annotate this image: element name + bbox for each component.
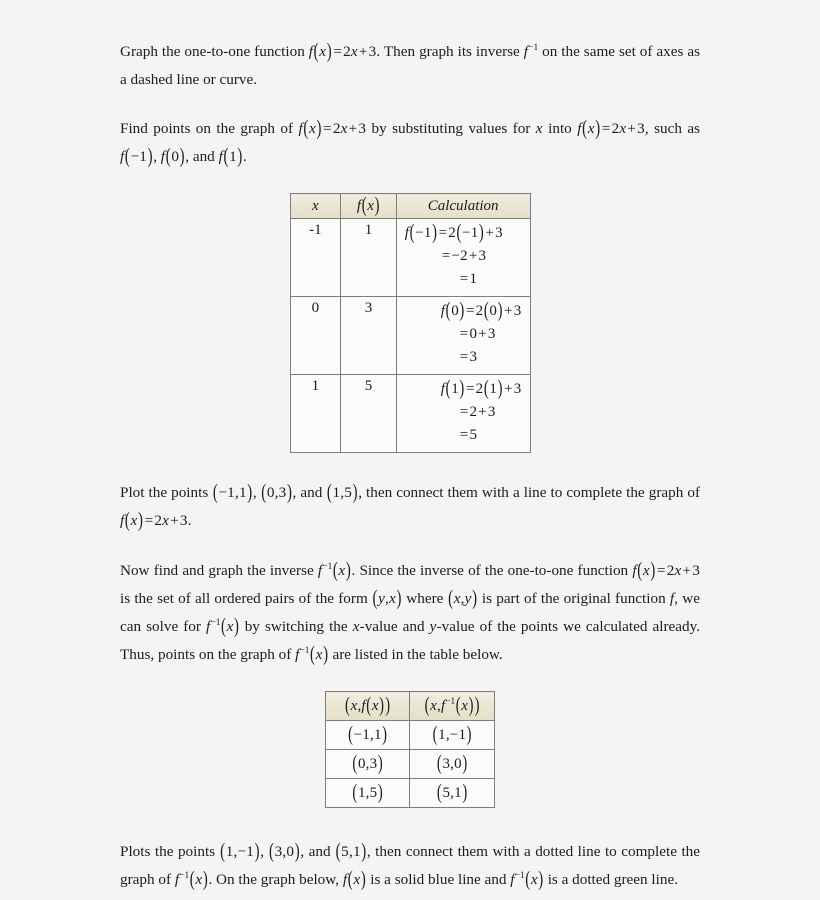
find-text-d: , such as xyxy=(644,120,700,137)
math-f-of-1: f(1) xyxy=(218,144,243,169)
math-f-inverse-of-x-3: $f^{-1}(x)$ xyxy=(295,642,329,667)
plot-text-c: , and xyxy=(292,484,327,501)
math-f-of-neg-1: f(−1) xyxy=(120,144,153,169)
math-point-neg1-1: (−1,1) xyxy=(212,480,253,505)
math-pair-y-x: (y,x) xyxy=(372,586,402,611)
intro-paragraph xyxy=(120,38,700,93)
cell-calculation xyxy=(396,297,530,375)
calculation-table-header-row xyxy=(290,194,530,219)
closing-text-f: is a solid blue line and xyxy=(366,871,511,888)
pair-value: (3,0) xyxy=(436,751,468,775)
pair-value: (−1,1) xyxy=(348,722,388,746)
math-var-x-2: x xyxy=(352,618,360,635)
find-text-e: , xyxy=(153,148,161,165)
cell-pair-right xyxy=(410,779,495,808)
calc-line: =1 xyxy=(459,271,478,287)
cell-pair-right xyxy=(410,750,495,779)
math-var-y: y xyxy=(429,618,437,635)
intro-text-b: . Then graph its inverse xyxy=(376,43,524,60)
math-point-3-0: (3,0) xyxy=(269,839,300,864)
inverse-text-b: . Since the inverse of the one-to-one function xyxy=(351,562,633,579)
cell-pair-left xyxy=(326,750,410,779)
pairs-table-wrapper xyxy=(120,691,700,808)
calc-line: =0+3 xyxy=(459,326,496,342)
math-var-x-1: x xyxy=(535,120,543,137)
math-var-f: f xyxy=(669,590,675,607)
math-point-0-3: (0,3) xyxy=(261,480,293,505)
inverse-text-i: -value of the points we calculated already. Thus, points on the graph of xyxy=(120,618,700,663)
header-x-label: x xyxy=(311,197,319,214)
closing-text-a: Plots the points xyxy=(120,843,220,860)
header-calculation-label: Calculation xyxy=(427,197,499,214)
closing-text-g: is a dotted green line. xyxy=(543,871,679,888)
plot-text-d: , then connect them with a line to complete the graph of xyxy=(358,484,700,501)
cell-fx: 1 xyxy=(341,219,396,297)
find-text-g: . xyxy=(243,148,247,165)
calc-line: =2+3 xyxy=(459,404,496,420)
inverse-text-c: is the set of all ordered pairs of the form xyxy=(120,590,372,607)
table-row xyxy=(290,297,530,375)
cell-pair-left xyxy=(326,721,410,750)
find-text-b: by substituting values for xyxy=(366,120,536,137)
math-f-of-x-def-5: f(x)=2x+3 xyxy=(632,558,700,583)
calculation-table-wrapper xyxy=(120,193,700,453)
math-f-inverse-of-x-4: $f^{-1}(x)$ xyxy=(174,867,208,892)
math-pair-x-y: (x,y) xyxy=(448,586,478,611)
inverse-text-h: -value and xyxy=(359,618,430,635)
cell-pair-left xyxy=(326,779,410,808)
math-point-1-5: (1,5) xyxy=(326,480,358,505)
math-point-1-neg1: (1,−1) xyxy=(220,839,260,864)
cell-calculation xyxy=(396,219,530,297)
closing-text-d: , then connect them with a dotted line to complete the graph of xyxy=(120,843,701,888)
inverse-explanation-paragraph xyxy=(120,557,700,669)
header-cell-x xyxy=(290,194,341,219)
calculation-table xyxy=(290,193,531,453)
header-cell-x-finv xyxy=(410,692,495,721)
table-row xyxy=(290,219,530,297)
header-x-finv-label: $(x,f^{-1}(x))$ xyxy=(424,693,480,717)
calc-line: =−2+3 xyxy=(441,248,487,264)
find-text-f: , and xyxy=(185,148,219,165)
inverse-text-d: where xyxy=(402,590,448,607)
math-f-of-x-def-1: f(x)=2x+3 xyxy=(308,39,377,64)
closing-text-c: , and xyxy=(300,843,336,860)
table-row xyxy=(326,721,495,750)
inverse-text-e: is part of the original function xyxy=(477,590,670,607)
math-f-of-x-def-3: f(x)=2x+3 xyxy=(577,116,645,141)
find-text-a: Find points on the graph of xyxy=(120,120,299,137)
header-cell-x-fx xyxy=(326,692,410,721)
header-cell-calculation xyxy=(396,194,530,219)
plot-text-e: . xyxy=(187,512,192,529)
calc-line: =3 xyxy=(459,349,478,365)
inverse-text-a: Now find and graph the inverse xyxy=(120,562,318,579)
pair-value: (1,−1) xyxy=(432,722,472,746)
math-f-inverse-of-x-2: $f^{-1}(x)$ xyxy=(206,614,240,639)
header-fx-label: f(x) xyxy=(356,193,380,217)
header-x-fx-label: (x,f(x)) xyxy=(345,693,391,717)
plot-text-b: , xyxy=(252,484,261,501)
inverse-text-j: are listed in the table below. xyxy=(328,646,503,663)
math-f-inverse-of-x-5: $f^{-1}(x)$ xyxy=(510,867,544,892)
pair-value: (1,5) xyxy=(352,780,383,804)
cell-x: -1 xyxy=(290,219,341,297)
calc-line: f(0) =2(0) +3 xyxy=(440,298,522,323)
intro-text-c: on the same set of axes as a dashed line or curve. xyxy=(120,43,701,88)
math-f-of-0: f(0) xyxy=(160,144,185,169)
pair-value: (0,3) xyxy=(352,751,383,775)
ordered-pairs-table xyxy=(325,691,495,808)
closing-text-e: . On the graph below, xyxy=(208,871,343,888)
math-point-5-1: (5,1) xyxy=(335,839,367,864)
calc-line: =5 xyxy=(459,427,478,443)
math-f-inverse-symbol: $f^{-1}$ xyxy=(523,42,539,60)
inverse-text-f: , we can solve for xyxy=(120,590,700,635)
closing-paragraph xyxy=(120,838,700,894)
cell-x: 1 xyxy=(290,375,341,453)
math-f-of-x-def-2: f(x)=2x+3 xyxy=(298,116,367,141)
inverse-text-g: by switching the xyxy=(239,618,353,635)
pairs-table-header-row xyxy=(326,692,495,721)
cell-fx: 5 xyxy=(341,375,396,453)
cell-x: 0 xyxy=(290,297,341,375)
math-f-of-x-1: f(x) xyxy=(342,867,366,892)
math-f-inverse-of-x-1: $f^{-1}(x)$ xyxy=(317,558,351,583)
header-cell-fx xyxy=(341,194,396,219)
cell-fx: 3 xyxy=(341,297,396,375)
find-points-paragraph xyxy=(120,115,700,171)
plot-points-paragraph xyxy=(120,479,700,535)
math-f-of-x-def-4: f(x)=2x+3 xyxy=(120,508,188,533)
calc-line: f(−1) =2(−1) +3 xyxy=(404,220,503,245)
table-row xyxy=(326,779,495,808)
plot-text-a: Plot the points xyxy=(120,484,213,501)
calc-line: f(1) =2(1) +3 xyxy=(440,376,522,401)
cell-calculation xyxy=(396,375,530,453)
intro-text-a: Graph the one-to-one function xyxy=(120,43,309,60)
find-text-c: into xyxy=(542,120,578,137)
closing-text-b: , xyxy=(260,843,269,860)
cell-pair-right xyxy=(410,721,495,750)
table-row xyxy=(290,375,530,453)
pair-value: (5,1) xyxy=(436,780,468,804)
table-row xyxy=(326,750,495,779)
